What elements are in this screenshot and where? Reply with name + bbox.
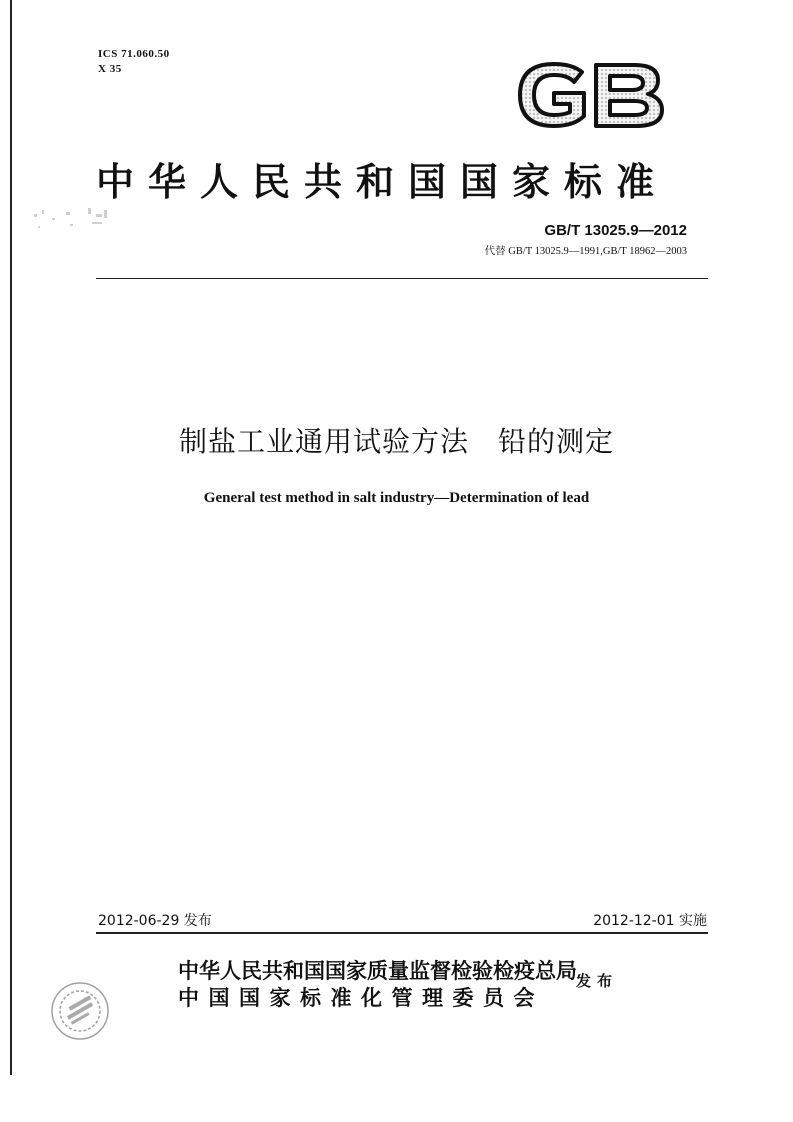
- ccs-code: X 35: [98, 63, 122, 75]
- issue-label: 发布: [576, 972, 619, 990]
- ics-code: ICS 71.060.50: [98, 48, 170, 60]
- footer-divider: [96, 932, 708, 934]
- implementation-date: 2012-12-01 实施: [593, 913, 707, 929]
- document-title-english: General test method in salt industry—Determination of lead: [203, 490, 590, 506]
- header-divider: [96, 278, 708, 279]
- national-standard-title: 中华人民共和国国家标准: [96, 159, 669, 204]
- scan-artifact: [30, 204, 125, 236]
- publisher-seal-icon: [40, 975, 120, 1047]
- gb-logo: [512, 60, 666, 130]
- classification-codes: [98, 47, 170, 77]
- issuer-sac: 中国国家标准化管理委员会: [178, 985, 544, 1010]
- document-title-chinese: 制盐工业通用试验方法 铅的测定: [178, 425, 614, 458]
- standard-number: GB/T 13025.9—2012: [544, 222, 687, 239]
- publication-date: 2012-06-29 发布: [98, 913, 212, 929]
- replaces-note: 代替 GB/T 13025.9—1991,GB/T 18962—2003: [484, 246, 687, 257]
- issuer-aqsiq: 中华人民共和国国家质量监督检验检疫总局: [178, 958, 577, 983]
- left-margin-rule: [10, 0, 12, 1075]
